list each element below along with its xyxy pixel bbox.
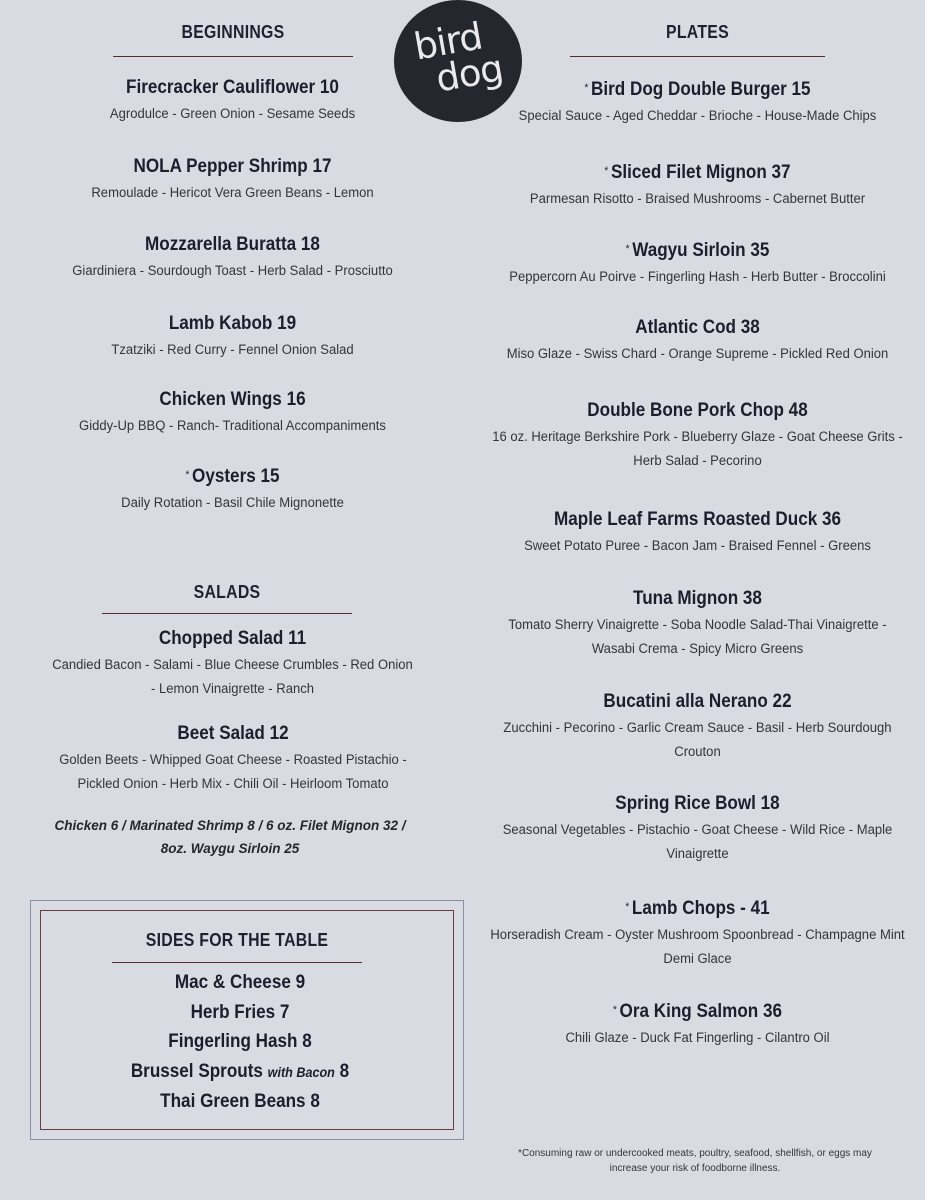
item-name: Wagyu Sirloin 35 bbox=[632, 240, 770, 261]
raw-marker: * bbox=[625, 901, 630, 913]
item-description: Giardiniera - Sourdough Toast - Herb Salad - Prosciutto bbox=[72, 263, 393, 279]
salads-rule bbox=[102, 613, 352, 614]
item-description: Tomato Sherry Vinaigrette - Soba Noodle Salad-Thai Vinaigrette - Wasabi Crema - Spicy Micro Greens bbox=[508, 617, 887, 657]
plates-rule bbox=[570, 56, 825, 57]
side-modifier: with Bacon bbox=[267, 1063, 335, 1080]
menu-item bbox=[28, 722, 438, 796]
side-item: Herb Fries 7 bbox=[190, 1001, 290, 1023]
item-name: Tuna Mignon 38 bbox=[633, 588, 762, 609]
item-name: Chopped Salad 11 bbox=[158, 628, 307, 649]
menu-item bbox=[470, 399, 925, 473]
side-item: Thai Green Beans 8 bbox=[160, 1091, 320, 1112]
menu-item bbox=[40, 76, 425, 126]
menu-item bbox=[475, 690, 920, 764]
menu-item bbox=[485, 76, 910, 128]
menu-item bbox=[40, 312, 425, 362]
item-description: Zucchini - Pecorino - Garlic Cream Sauce - Basil - Herb Sourdough Crouton bbox=[503, 720, 892, 760]
menu-item bbox=[470, 587, 925, 661]
protein-addons: Chicken 6 / Marinated Shrimp 8 / 6 oz. Filet Mignon 32 / 8oz. Waygu Sirloin 25 bbox=[54, 818, 406, 856]
item-description: Agrodulce - Green Onion - Sesame Seeds bbox=[109, 106, 356, 122]
beginnings-rule bbox=[113, 56, 353, 57]
beginnings-heading: BEGINNINGS bbox=[181, 22, 285, 42]
item-name: Bucatini alla Nerano 22 bbox=[603, 691, 792, 712]
sides-rule bbox=[112, 962, 362, 963]
menu-item bbox=[40, 388, 425, 438]
item-description: 16 oz. Heritage Berkshire Pork - Blueberry Glaze - Goat Cheese Grits - Herb Salad - Pecorino bbox=[492, 429, 903, 469]
item-name: Ora King Salmon 36 bbox=[619, 1001, 783, 1022]
menu-item bbox=[485, 998, 910, 1050]
item-description: Daily Rotation - Basil Chile Mignonette bbox=[121, 495, 344, 511]
item-description: Parmesan Risotto - Braised Mushrooms - Cabernet Butter bbox=[529, 191, 866, 207]
salads-heading: SALADS bbox=[193, 582, 261, 602]
sides-heading: SIDES FOR THE TABLE bbox=[145, 930, 329, 950]
item-description: Tzatziki - Red Curry - Fennel Onion Salad bbox=[111, 342, 354, 358]
side-price: 8 bbox=[339, 1060, 350, 1082]
side-item: Fingerling Hash 8 bbox=[168, 1031, 312, 1052]
menu-item bbox=[470, 895, 925, 971]
menu-item bbox=[475, 792, 920, 866]
item-description: Miso Glaze - Swiss Chard - Orange Supreme - Pickled Red Onion bbox=[506, 346, 889, 362]
item-name: Maple Leaf Farms Roasted Duck 36 bbox=[553, 509, 841, 530]
side-item bbox=[60, 1057, 420, 1088]
menu-item bbox=[485, 508, 910, 558]
item-description: Seasonal Vegetables - Pistachio - Goat Cheese - Wild Rice - Maple Vinaigrette bbox=[502, 822, 893, 862]
item-name: Oysters 15 bbox=[192, 466, 280, 487]
menu-item bbox=[485, 159, 910, 211]
raw-marker: * bbox=[604, 165, 609, 177]
raw-marker: * bbox=[584, 82, 589, 94]
foodborne-illness-disclaimer: *Consuming raw or undercooked meats, poultry, seafood, shellfish, or eggs may increase your risk of foodborne illness. bbox=[518, 1148, 872, 1174]
menu-item bbox=[485, 316, 910, 366]
item-name: Atlantic Cod 38 bbox=[635, 317, 760, 338]
raw-marker: * bbox=[612, 1004, 617, 1016]
plates-heading: PLATES bbox=[666, 22, 729, 42]
side-item: Mac & Cheese 9 bbox=[174, 972, 306, 993]
menu-item bbox=[485, 237, 910, 289]
item-description: Chili Glaze - Duck Fat Fingerling - Cilantro Oil bbox=[565, 1030, 830, 1046]
item-description: Golden Beets - Whipped Goat Cheese - Roasted Pistachio - Pickled Onion - Herb Mix - Chili Oil - Heirloom Tomato bbox=[59, 752, 407, 792]
item-name: Spring Rice Bowl 18 bbox=[615, 793, 780, 814]
menu-item bbox=[35, 627, 430, 701]
item-name: Firecracker Cauliflower 10 bbox=[126, 77, 339, 98]
sides-list bbox=[40, 968, 440, 1117]
item-description: Candied Bacon - Salami - Blue Cheese Crumbles - Red Onion - Lemon Vinaigrette - Ranch bbox=[52, 657, 413, 697]
menu-item bbox=[40, 463, 425, 515]
item-name: Mozzarella Buratta 18 bbox=[145, 234, 320, 255]
item-name: Chicken Wings 16 bbox=[159, 389, 306, 410]
raw-marker: * bbox=[625, 243, 630, 255]
item-description: Special Sauce - Aged Cheddar - Brioche - House-Made Chips bbox=[518, 108, 877, 124]
item-name: Lamb Kabob 19 bbox=[168, 313, 297, 334]
item-name: NOLA Pepper Shrimp 17 bbox=[133, 156, 332, 177]
menu-item bbox=[40, 233, 425, 283]
raw-marker: * bbox=[185, 469, 190, 481]
item-description: Sweet Potato Puree - Bacon Jam - Braised Fennel - Greens bbox=[524, 538, 871, 554]
logo-line-1: bird bbox=[410, 14, 486, 69]
item-name: Sliced Filet Mignon 37 bbox=[610, 162, 791, 183]
item-name: Bird Dog Double Burger 15 bbox=[591, 79, 811, 100]
menu-item bbox=[40, 155, 425, 205]
item-description: Remoulade - Hericot Vera Green Beans - Lemon bbox=[91, 185, 374, 201]
item-name: Lamb Chops - 41 bbox=[631, 898, 770, 919]
logo-line-2: dog bbox=[432, 46, 506, 101]
item-description: Giddy-Up BBQ - Ranch- Traditional Accompaniments bbox=[79, 418, 386, 434]
item-name: Double Bone Pork Chop 48 bbox=[587, 400, 808, 421]
item-description: Peppercorn Au Poirve - Fingerling Hash - Herb Butter - Broccolini bbox=[509, 269, 886, 285]
side-name: Brussel Sprouts bbox=[130, 1060, 263, 1082]
item-description: Horseradish Cream - Oyster Mushroom Spoonbread - Champagne Mint Demi Glace bbox=[490, 927, 905, 967]
item-name: Beet Salad 12 bbox=[177, 723, 289, 744]
